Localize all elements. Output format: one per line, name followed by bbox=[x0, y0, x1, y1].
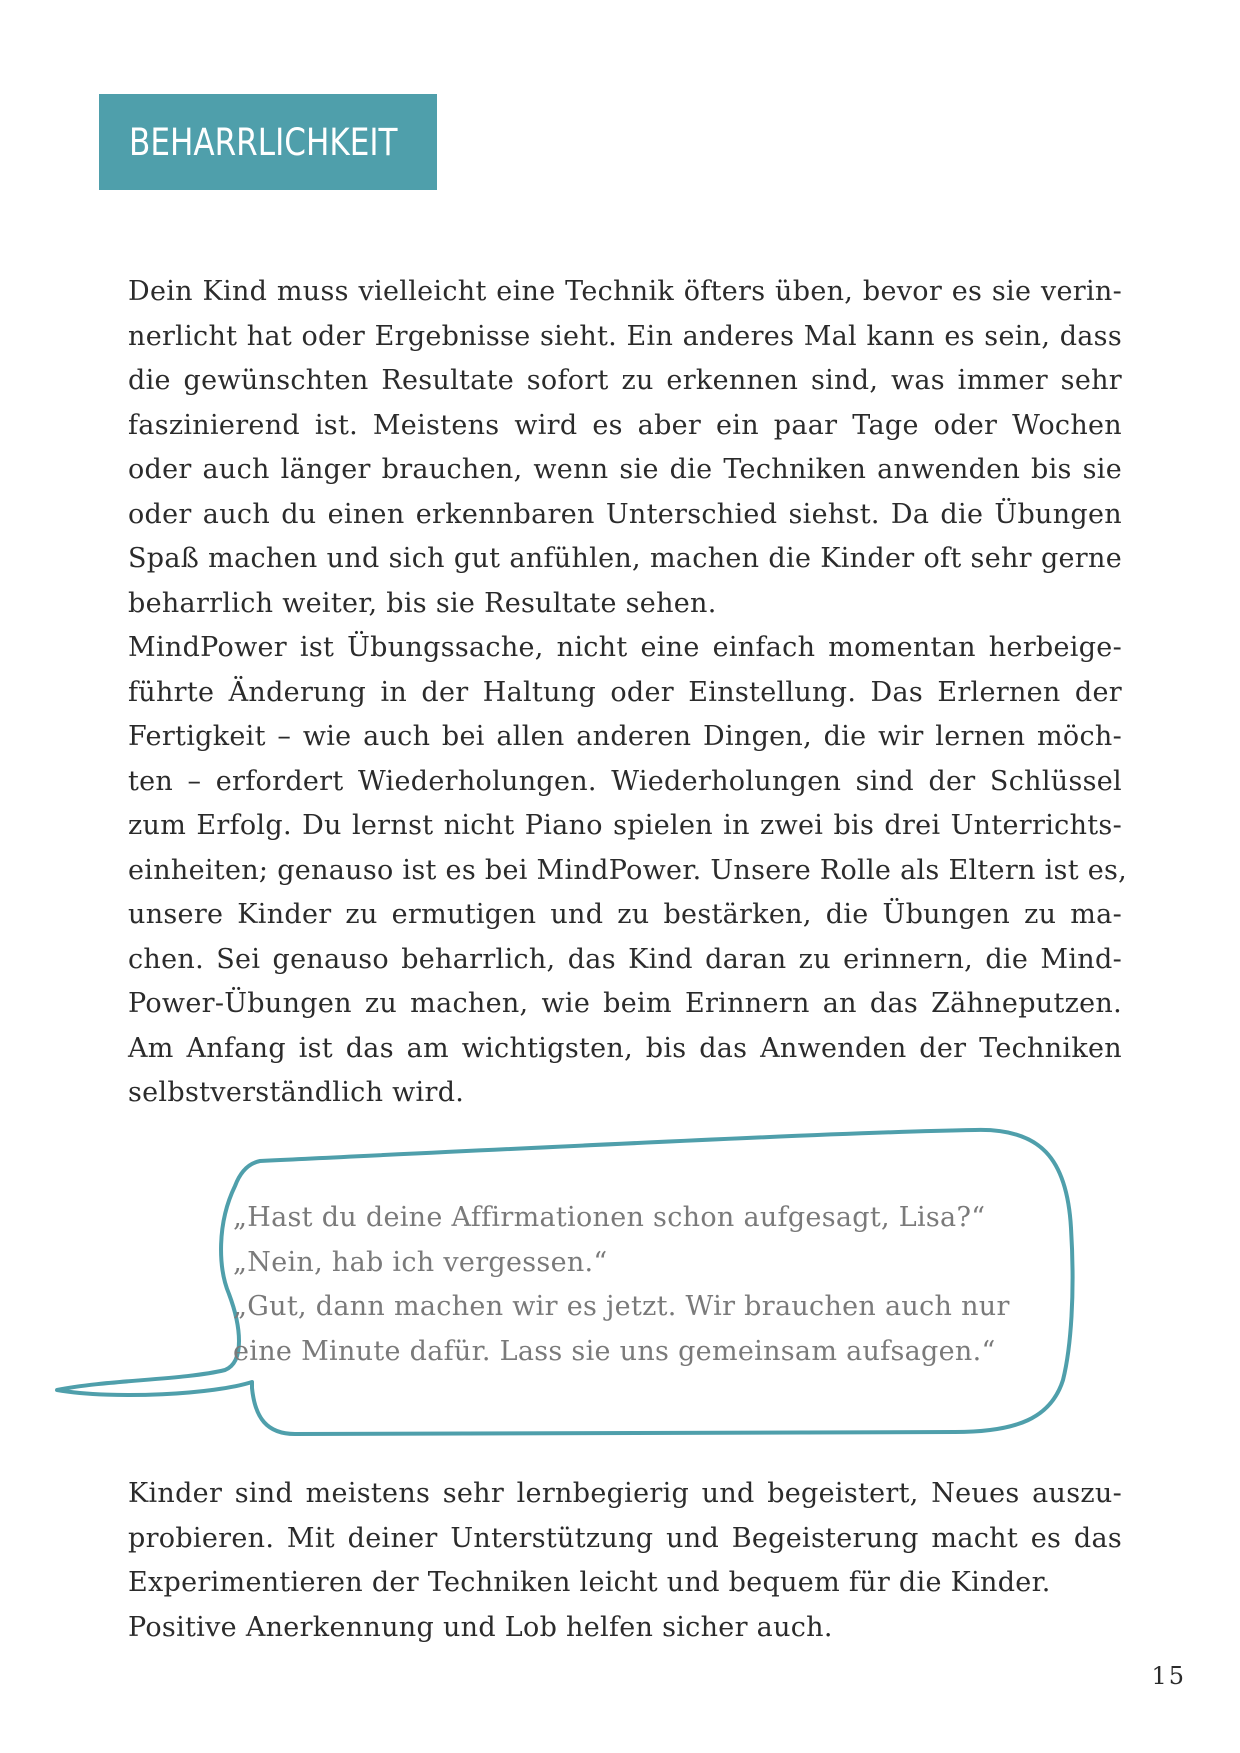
quote-line: eine Minute dafür. Lass sie uns gemeinsam aufsagen.“ bbox=[233, 1335, 996, 1367]
body-paragraph-3 bbox=[128, 1472, 1122, 1650]
text-line: Positive Anerkennung und Lob helfen sicher auch. bbox=[128, 1611, 833, 1643]
text-line: probieren. Mit deiner Unterstützung und Begeisterung macht es das bbox=[128, 1522, 1122, 1554]
body-paragraph-2 bbox=[128, 626, 1128, 1116]
text-line: nerlicht hat oder Ergebnisse sieht. Ein anderes Mal kann es sein, dass bbox=[128, 320, 1122, 352]
text-line: die gewünschten Resultate sofort zu erkennen sind, was immer sehr bbox=[128, 365, 1122, 396]
text-line: Spaß machen und sich gut anfühlen, machen die Kinder oft sehr gerne bbox=[128, 543, 1122, 574]
quote-line: „Gut, dann machen wir es jetzt. Wir brauchen auch nur bbox=[233, 1291, 1010, 1322]
text-line: chen. Sei genauso beharrlich, das Kind daran zu erinnern, die Mind- bbox=[128, 943, 1122, 975]
text-line: zum Erfolg. Du lernst nicht Piano spielen in zwei bis drei Unterrichts- bbox=[128, 810, 1122, 841]
page-number: 15 bbox=[1151, 1662, 1186, 1690]
section-title: BEHARRLICHKEIT bbox=[129, 120, 398, 164]
text-line: führte Änderung in der Haltung oder Einstellung. Das Erlernen der bbox=[128, 676, 1122, 708]
text-line: ten – erfordert Wiederholungen. Wiederholungen sind der Schlüssel bbox=[128, 765, 1122, 797]
text-line: unsere Kinder zu ermutigen und zu bestärken, die Übungen zu ma- bbox=[128, 899, 1122, 930]
text-line: oder auch länger brauchen, wenn sie die Techniken anwenden bis sie bbox=[128, 454, 1122, 485]
text-line: beharrlich weiter, bis sie Resultate sehen. bbox=[128, 587, 717, 619]
dialogue-quote bbox=[233, 1196, 1010, 1374]
text-line: Dein Kind muss vielleicht eine Technik öfters üben, bevor es sie verin- bbox=[128, 276, 1122, 307]
text-line: einheiten; genauso ist es bei MindPower. Unsere Rolle als Eltern ist es, bbox=[128, 854, 1128, 886]
text-line: Power-Übungen zu machen, wie beim Erinnern an das Zähneputzen. bbox=[128, 988, 1122, 1019]
text-line: Experimentieren der Techniken leicht und bequem für die Kinder. bbox=[128, 1567, 1051, 1598]
quote-line: „Nein, hab ich vergessen.“ bbox=[233, 1246, 608, 1278]
text-line: MindPower ist Übungssache, nicht eine einfach momentan herbeige- bbox=[128, 632, 1122, 663]
text-line: oder auch du einen erkennbaren Unterschied siehst. Da die Übungen bbox=[128, 498, 1122, 530]
text-line: selbstverständlich wird. bbox=[128, 1077, 465, 1108]
section-title-banner bbox=[99, 94, 437, 190]
text-line: Fertigkeit – wie auch bei allen anderen Dingen, die wir lernen möch- bbox=[128, 721, 1122, 752]
text-line: Kinder sind meistens sehr lernbegierig und begeistert, Neues auszu- bbox=[128, 1478, 1122, 1509]
quote-line: „Hast du deine Affirmationen schon aufgesagt, Lisa?“ bbox=[233, 1202, 986, 1233]
body-paragraph-1 bbox=[128, 270, 1122, 626]
text-line: Am Anfang ist das am wichtigsten, bis das Anwenden der Techniken bbox=[128, 1032, 1122, 1064]
text-line: faszinierend ist. Meistens wird es aber ein paar Tage oder Wochen bbox=[128, 409, 1122, 441]
